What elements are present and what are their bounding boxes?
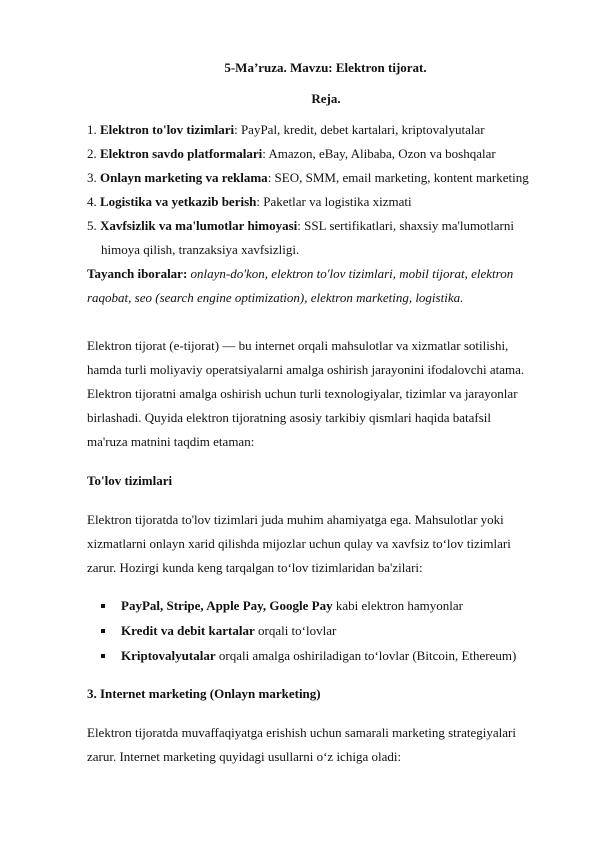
plan-item-text: : SSL sertifikatlari, shaxsiy ma'lumotlarni <box>297 218 514 233</box>
keywords-label: Tayanch iboralar: <box>87 266 188 281</box>
bullet-bold: Kriptovalyutalar <box>121 648 216 663</box>
lecture-title: 5-Ma’ruza. Mavzu: Elektron tijorat. <box>224 60 427 75</box>
paragraph-line: Elektron tijoratni amalga oshirish uchun turli texnologiyalar, tizimlar va jarayonlar <box>87 386 518 401</box>
plan-item-3 <box>87 170 529 186</box>
plan-item-5 <box>87 218 514 234</box>
plan-item-bold: Xavfsizlik va ma'lumotlar himoyasi <box>100 218 298 233</box>
bullet-bold: PayPal, Stripe, Apple Pay, Google Pay <box>121 598 333 613</box>
bullet-text: orqali amalga oshiriladigan to‘lovlar (Bitcoin, Ethereum) <box>215 648 517 663</box>
plan-item-text: : Amazon, eBay, Alibaba, Ozon va boshqalar <box>262 146 496 161</box>
paragraph-line: Elektron tijoratda muvaffaqiyatga erishish uchun samarali marketing strategiyalari <box>87 725 516 740</box>
plan-item-bold: Logistika va yetkazib berish <box>100 194 257 209</box>
paragraph-line: hamda turli moliyaviy operatsiyalarni amalga oshirish jarayonini ifodalovchi atama. <box>87 362 525 377</box>
plan-item-number: 2. <box>87 146 97 161</box>
plan-title: Reja. <box>311 91 341 106</box>
plan-item-text: : PayPal, kredit, debet kartalari, kriptovalyutalar <box>234 122 485 137</box>
bullet-text: orqali to‘lovlar <box>254 623 337 638</box>
bullet-text: kabi elektron hamyonlar <box>332 598 463 613</box>
section-heading-payment: To'lov tizimlari <box>87 473 173 488</box>
plan-item-number: 1. <box>87 122 97 137</box>
plan-item-bold: Onlayn marketing va reklama <box>100 170 268 185</box>
keywords-line-1 <box>87 266 513 282</box>
bullet-marker-icon <box>101 604 105 608</box>
paragraph-line: zarur. Internet marketing quyidagi usullarni o‘z ichiga oladi: <box>87 749 402 764</box>
plan-item-number: 3. <box>87 170 97 185</box>
plan-item-5-continuation: himoya qilish, tranzaksiya xavfsizligi. <box>101 242 300 257</box>
plan-item-number: 4. <box>87 194 97 209</box>
bullet-marker-icon <box>101 654 105 658</box>
plan-item-number: 5. <box>87 218 97 233</box>
plan-item-bold: Elektron savdo platformalari <box>100 146 263 161</box>
keywords-text: raqobat, seo (search engine optimization), elektron marketing, logistika. <box>87 290 464 305</box>
plan-item-2 <box>87 146 496 162</box>
plan-item-4 <box>87 194 412 210</box>
keywords-text: onlayn-do'kon, elektron to'lov tizimlari, mobil tijorat, elektron <box>187 266 514 281</box>
plan-item-1 <box>87 122 485 138</box>
paragraph-line: ma'ruza matnini taqdim etaman: <box>87 434 255 449</box>
paragraph-line: xizmatlarni onlayn xarid qilishda mijozlar uchun qulay va xavfsiz to‘lov tizimlari <box>87 536 511 551</box>
section-heading-internet-marketing: 3. Internet marketing (Onlayn marketing) <box>87 686 321 701</box>
plan-item-text: : Paketlar va logistika xizmati <box>256 194 412 209</box>
bullet-bold: Kredit va debit kartalar <box>121 623 255 638</box>
paragraph-line: Elektron tijorat (e-tijorat) — bu internet orqali mahsulotlar va xizmatlar sotilishi, <box>87 338 509 353</box>
paragraph-line: zarur. Hozirgi kunda keng tarqalgan to‘lov tizimlaridan ba'zilari: <box>87 560 423 575</box>
plan-item-text: : SEO, SMM, email marketing, kontent marketing <box>267 170 529 185</box>
paragraph-line: birlashadi. Quyida elektron tijoratning asosiy tarkibiy qismlari haqida batafsil <box>87 410 491 425</box>
plan-item-bold: Elektron to'lov tizimlari <box>100 122 235 137</box>
keywords-line-2 <box>87 290 463 306</box>
paragraph-line: Elektron tijoratda to'lov tizimlari juda muhim ahamiyatga ega. Mahsulotlar yoki <box>87 512 504 527</box>
bullet-marker-icon <box>101 629 105 633</box>
